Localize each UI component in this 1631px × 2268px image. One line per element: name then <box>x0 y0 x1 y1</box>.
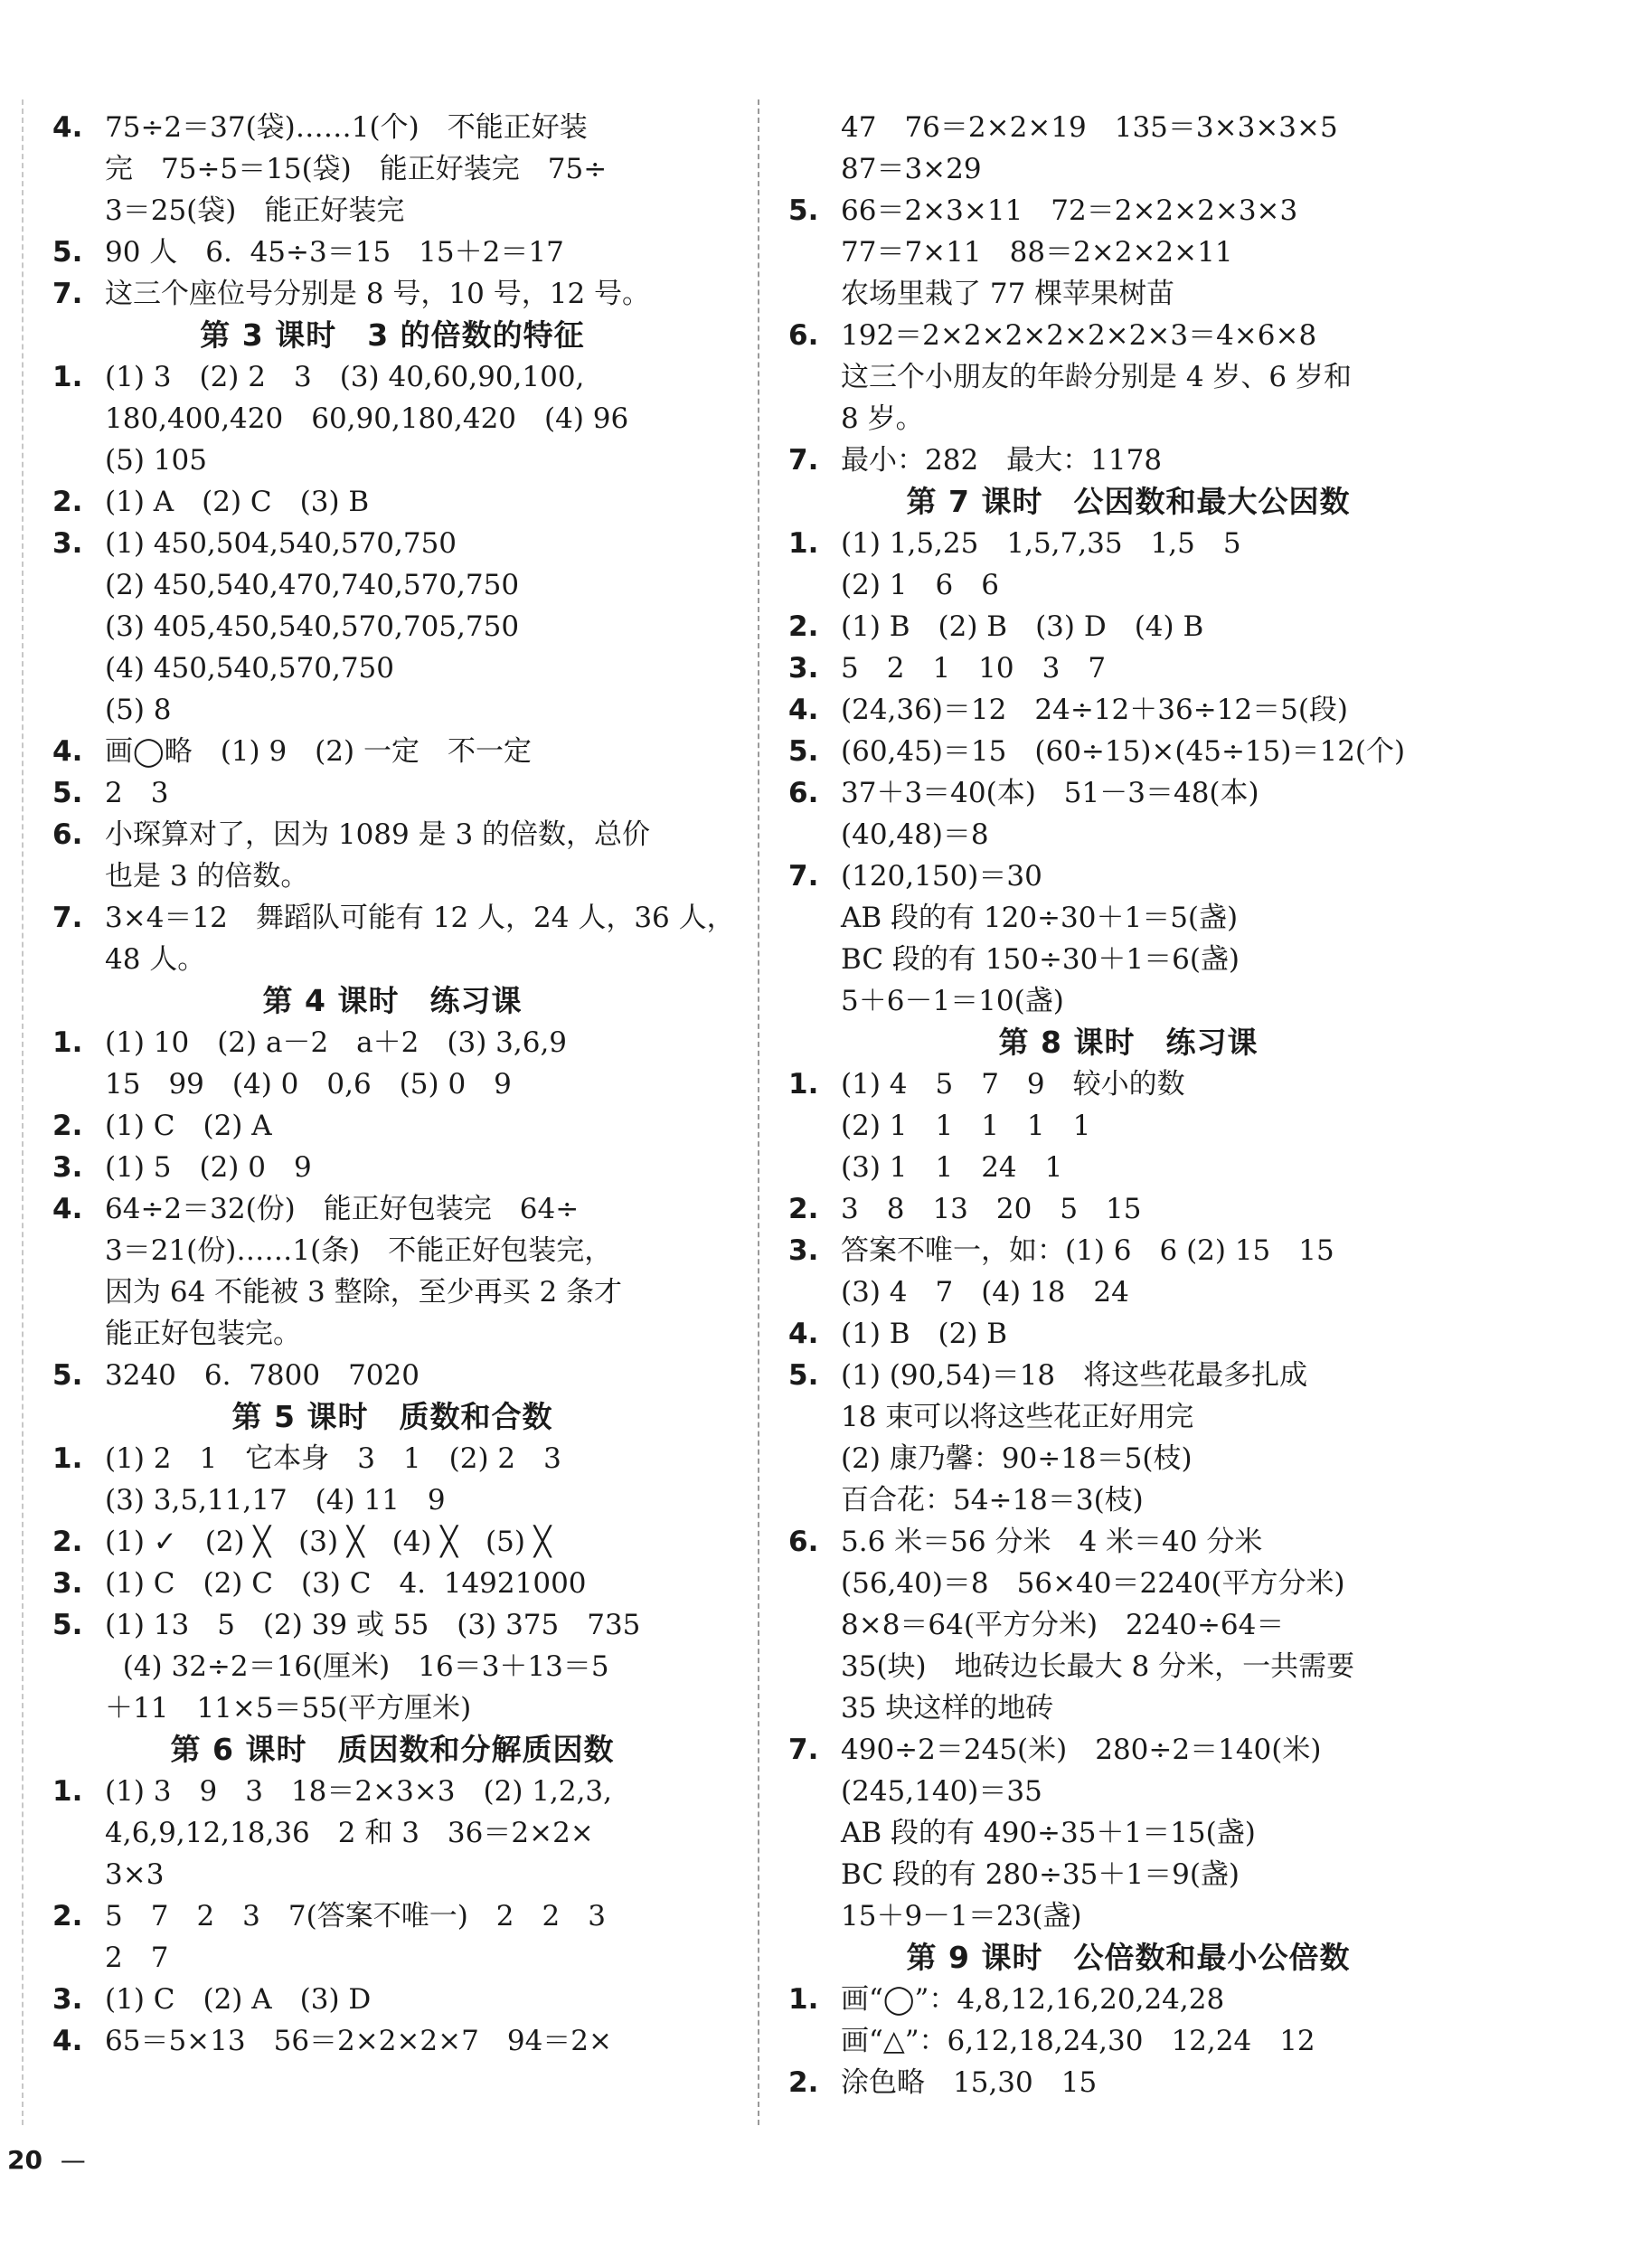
item-number <box>788 107 841 148</box>
answer-line: (2) 康乃馨：90÷18＝5(枝) <box>841 1442 1193 1475</box>
answer-line: 画“◯”：4,8,12,16,20,24,28 <box>841 1983 1225 2016</box>
answer-item <box>52 814 732 897</box>
answer-lines <box>841 1979 1468 2062</box>
item-number: 7. <box>52 902 83 934</box>
item-number: 2. <box>788 610 819 643</box>
answer-item <box>52 1604 732 1729</box>
answer-item <box>52 1895 732 1979</box>
answer-line: 完 75÷5＝15(袋) 能正好装完 75÷ <box>105 153 608 185</box>
answer-line: (5) 8 <box>105 694 172 726</box>
answer-line: 3×4＝12 舞蹈队可能有 12 人，24 人，36 人， <box>105 902 735 934</box>
answer-item <box>52 356 732 481</box>
answer-lines <box>105 107 732 232</box>
answer-lines <box>841 855 1468 1022</box>
page-footer <box>7 2145 86 2175</box>
section-heading: 第 3 课时 3 的倍数的特征 <box>200 317 585 353</box>
answer-item <box>52 1147 732 1188</box>
answer-item <box>52 897 735 980</box>
answer-item <box>788 523 1468 606</box>
answer-item <box>788 855 1468 1022</box>
answer-lines <box>841 1729 1468 1937</box>
answer-lines <box>105 273 732 315</box>
answer-item <box>52 1438 732 1521</box>
answer-line: 农场里栽了 77 棵苹果树苗 <box>841 278 1175 310</box>
answer-item <box>52 1022 732 1105</box>
section-heading: 第 4 课时 练习课 <box>262 983 523 1018</box>
item-number: 6. <box>788 1526 819 1558</box>
answer-line: (1) 4 5 7 9 较小的数 <box>841 1068 1185 1101</box>
answer-lines <box>105 1355 732 1396</box>
answer-line: (4) 32÷2＝16(厘米) 16＝3＋13＝5 <box>105 1650 609 1683</box>
answer-line: (2) 450,540,470,740,570,750 <box>105 569 520 601</box>
answer-lines <box>841 190 1468 315</box>
answer-line: (2) 1 6 6 <box>841 569 999 601</box>
answer-lines <box>841 731 1468 772</box>
answer-lines <box>841 647 1468 689</box>
answer-line: (2) 1 1 1 1 1 <box>841 1110 1091 1142</box>
item-number: 5. <box>52 236 83 269</box>
item-number: 3. <box>52 1983 83 2016</box>
answer-lines <box>105 1521 732 1563</box>
answer-item <box>788 606 1468 647</box>
answer-lines <box>105 1188 732 1355</box>
item-number: 3. <box>52 1151 83 1184</box>
answer-line: 18 束可以将这些花正好用完 <box>841 1401 1194 1433</box>
item-number: 4. <box>52 1193 83 1225</box>
answer-item <box>52 772 732 814</box>
answer-line: 35(块) 地砖边长最大 8 分米，一共需要 <box>841 1650 1355 1683</box>
answer-lines <box>841 2062 1468 2103</box>
answer-item <box>788 1313 1468 1355</box>
answer-line: (60,45)＝15 (60÷15)×(45÷15)＝12(个) <box>841 735 1406 768</box>
item-number: 2. <box>788 2066 819 2099</box>
answer-line: 这三个座位号分别是 8 号，10 号，12 号。 <box>105 278 651 310</box>
item-number: 1. <box>788 527 819 560</box>
answer-line: 15 99 (4) 0 0,6 (5) 0 9 <box>105 1068 512 1101</box>
answer-line: (1) (90,54)＝18 将这些花最多扎成 <box>841 1359 1308 1392</box>
answer-lines <box>841 1063 1468 1188</box>
answer-line: (245,140)＝35 <box>841 1775 1042 1808</box>
answer-item <box>788 2062 1468 2103</box>
answer-line: 192＝2×2×2×2×2×2×3＝4×6×8 <box>841 319 1317 352</box>
answer-lines <box>841 689 1468 731</box>
answer-line: 180,400,420 60,90,180,420 (4) 96 <box>105 402 629 435</box>
answer-line: 8×8＝64(平方分米) 2240÷64＝ <box>841 1609 1285 1641</box>
answer-line: 2 7 <box>105 1942 169 1974</box>
answer-line: 8 岁。 <box>841 402 924 435</box>
answer-lines <box>105 772 732 814</box>
answer-line: (3) 3,5,11,17 (4) 11 9 <box>105 1484 446 1517</box>
answer-line: (1) 13 5 (2) 39 或 55 (3) 375 735 <box>105 1609 641 1641</box>
answer-line: 画◯略 (1) 9 (2) 一定 不一定 <box>105 735 532 768</box>
item-number: 5. <box>52 1609 83 1641</box>
answer-line: 75÷2＝37(袋)……1(个) 不能正好装 <box>105 111 588 144</box>
answer-line: 2 3 <box>105 777 169 809</box>
answer-lines <box>841 1188 1468 1230</box>
answer-lines <box>105 523 732 731</box>
answer-line: AB 段的有 120÷30＋1＝5(盏) <box>841 902 1239 934</box>
answer-line: 87＝3×29 <box>841 153 982 185</box>
answer-line: (56,40)＝8 56×40＝2240(平方分米) <box>841 1567 1345 1600</box>
item-number: 4. <box>52 111 83 144</box>
section-heading: 第 8 课时 练习课 <box>998 1025 1259 1060</box>
answer-item <box>52 1105 732 1147</box>
section-heading: 第 9 课时 公倍数和最小公倍数 <box>906 1940 1351 1975</box>
answer-lines <box>841 1313 1468 1355</box>
answer-item <box>788 1979 1468 2062</box>
item-number: 1. <box>52 1026 83 1059</box>
item-number: 1. <box>52 1775 83 1808</box>
answer-line: (1) C (2) A <box>105 1110 272 1142</box>
answer-item <box>788 772 1468 855</box>
answer-line: 3＝21(份)……1(条) 不能正好包装完， <box>105 1234 613 1267</box>
item-number: 5. <box>788 194 819 227</box>
answer-line: 画“△”：6,12,18,24,30 12,24 12 <box>841 2025 1315 2057</box>
answer-item <box>52 1188 732 1355</box>
item-number: 3. <box>788 1234 819 1267</box>
item-number: 2. <box>52 1526 83 1558</box>
answer-line: (4) 450,540,570,750 <box>105 652 395 685</box>
answer-line: 涂色略 15,30 15 <box>841 2066 1098 2099</box>
answer-lines <box>105 897 735 980</box>
answer-lines <box>841 1521 1468 1729</box>
answer-line: (1) 3 9 3 18＝2×3×3 (2) 1,2,3, <box>105 1775 612 1808</box>
answer-line: 最小：282 最大：1178 <box>841 444 1163 477</box>
answer-lines <box>105 1771 732 1895</box>
column-divider <box>758 99 759 2125</box>
answer-line: (3) 4 7 (4) 18 24 <box>841 1276 1129 1309</box>
answer-line: (1) A (2) C (3) B <box>105 486 370 518</box>
item-number: 7. <box>788 1734 819 1766</box>
answer-lines <box>841 107 1468 190</box>
answer-lines <box>105 731 732 772</box>
item-number: 5. <box>52 777 83 809</box>
answer-line: 3240 6. 7800 7020 <box>105 1359 420 1392</box>
answer-line: (3) 405,450,540,570,705,750 <box>105 610 520 643</box>
answer-line: (1) 2 1 它本身 3 1 (2) 2 3 <box>105 1442 561 1475</box>
answer-line: 490÷2＝245(米) 280÷2＝140(米) <box>841 1734 1322 1766</box>
answer-item <box>52 731 732 772</box>
item-number: 5. <box>52 1359 83 1392</box>
item-number: 3. <box>52 1567 83 1600</box>
answer-line: (40,48)＝8 <box>841 818 989 851</box>
answer-line: 5＋6－1＝10(盏) <box>841 985 1064 1017</box>
item-number: 4. <box>52 2025 83 2057</box>
answer-item <box>788 107 1468 190</box>
answer-line: 77＝7×11 88＝2×2×2×11 <box>841 236 1233 269</box>
answer-item <box>52 1771 732 1895</box>
answer-line: 答案不唯一，如：(1) 6 6 (2) 15 15 <box>841 1234 1334 1267</box>
item-number: 2. <box>52 1900 83 1933</box>
item-number: 3. <box>788 652 819 685</box>
answer-item <box>788 1355 1468 1521</box>
answer-lines <box>105 2020 732 2062</box>
answer-line: 47 76＝2×2×19 135＝3×3×3×5 <box>841 111 1338 144</box>
answer-lines <box>105 814 732 897</box>
answer-line: 4,6,9,12,18,36 2 和 3 36＝2×2× <box>105 1817 594 1849</box>
answer-line: 35 块这样的地砖 <box>841 1692 1054 1725</box>
answer-item <box>788 1188 1468 1230</box>
answer-line: (1) 1,5,25 1,5,7,35 1,5 5 <box>841 527 1241 560</box>
item-number: 4. <box>788 694 819 726</box>
answer-line: (1) B (2) B <box>841 1318 1008 1350</box>
left-column <box>52 107 735 2062</box>
answer-item <box>788 1063 1468 1188</box>
item-number: 7. <box>788 860 819 893</box>
answer-line: 5 2 1 10 3 7 <box>841 652 1107 685</box>
answer-lines <box>105 1979 732 2020</box>
answer-lines <box>105 1438 732 1521</box>
answer-item <box>788 1729 1468 1937</box>
left-margin-rule <box>22 99 24 2125</box>
answer-lines <box>841 1355 1468 1521</box>
answer-item <box>52 481 732 523</box>
answer-item <box>788 1521 1468 1729</box>
answer-line: 64÷2＝32(份) 能正好包装完 64÷ <box>105 1193 580 1225</box>
answer-lines <box>105 481 732 523</box>
answer-item <box>788 647 1468 689</box>
item-number: 1. <box>788 1068 819 1101</box>
answer-lines <box>105 356 732 481</box>
answer-line: AB 段的有 490÷35＋1＝15(盏) <box>841 1817 1256 1849</box>
answer-lines <box>841 772 1468 855</box>
answer-line: (1) 10 (2) a－2 a＋2 (3) 3,6,9 <box>105 1026 568 1059</box>
answer-line: 3 8 13 20 5 15 <box>841 1193 1142 1225</box>
answer-line: 这三个小朋友的年龄分别是 4 岁、6 岁和 <box>841 361 1353 393</box>
answer-lines <box>841 606 1468 647</box>
answer-line: (5) 105 <box>105 444 207 477</box>
answer-item <box>788 439 1468 481</box>
answer-item <box>788 315 1468 439</box>
answer-lines <box>841 1230 1468 1313</box>
section-heading: 第 5 课时 质数和合数 <box>231 1399 553 1434</box>
answer-line: 15＋9－1＝23(盏) <box>841 1900 1082 1933</box>
answer-item <box>52 1979 732 2020</box>
answer-line: ＋11 11×5＝55(平方厘米) <box>105 1692 472 1725</box>
answer-line: 3＝25(袋) 能正好装完 <box>105 194 405 227</box>
answer-line: 65＝5×13 56＝2×2×2×7 94＝2× <box>105 2025 612 2057</box>
answer-line: (1) 450,504,540,570,750 <box>105 527 457 560</box>
answer-line: (1) B (2) B (3) D (4) B <box>841 610 1204 643</box>
answer-line: (1) ✓ (2) ╳ (3) ╳ (4) ╳ (5) ╳ <box>105 1526 552 1558</box>
item-number: 7. <box>52 278 83 310</box>
answer-line: (24,36)＝12 24÷12＋36÷12＝5(段) <box>841 694 1349 726</box>
item-number: 1. <box>788 1983 819 2016</box>
item-number: 5. <box>788 1359 819 1392</box>
item-number: 2. <box>52 486 83 518</box>
item-number: 1. <box>52 1442 83 1475</box>
answer-item <box>788 689 1468 731</box>
answer-line: 也是 3 的倍数。 <box>105 860 309 893</box>
answer-item <box>52 273 732 315</box>
item-number: 2. <box>788 1193 819 1225</box>
answer-item <box>52 523 732 731</box>
answer-line: (1) C (2) A (3) D <box>105 1983 372 2016</box>
answer-line: 48 人。 <box>105 943 206 976</box>
answer-item <box>788 190 1468 315</box>
answer-lines <box>105 232 732 273</box>
item-number: 6. <box>788 777 819 809</box>
answer-line: (1) C (2) C (3) C 4. 14921000 <box>105 1567 587 1600</box>
answer-line: 百合花：54÷18＝3(枝) <box>841 1484 1144 1517</box>
item-number: 3. <box>52 527 83 560</box>
answer-line: (3) 1 1 24 1 <box>841 1151 1063 1184</box>
answer-line: (120,150)＝30 <box>841 860 1042 893</box>
answer-line: 能正好包装完。 <box>105 1318 301 1350</box>
answer-item <box>788 731 1468 772</box>
answer-line: 90 人 6. 45÷3＝15 15＋2＝17 <box>105 236 564 269</box>
item-number: 6. <box>52 818 83 851</box>
answer-lines <box>841 523 1468 606</box>
answer-item <box>52 2020 732 2062</box>
item-number: 7. <box>788 444 819 477</box>
answer-line: BC 段的有 150÷30＋1＝6(盏) <box>841 943 1240 976</box>
answer-line: 小琛算对了，因为 1089 是 3 的倍数，总价 <box>105 818 651 851</box>
answer-item <box>52 232 732 273</box>
section-heading: 第 6 课时 质因数和分解质因数 <box>170 1732 615 1767</box>
section-heading: 第 7 课时 公因数和最大公因数 <box>906 484 1351 519</box>
answer-lines <box>105 1022 732 1105</box>
answer-item <box>52 1563 732 1604</box>
item-number: 4. <box>788 1318 819 1350</box>
answer-line: 5.6 米＝56 分米 4 米＝40 分米 <box>841 1526 1263 1558</box>
answer-line: BC 段的有 280÷35＋1＝9(盏) <box>841 1858 1240 1891</box>
answer-lines <box>105 1105 732 1147</box>
page-dash: — <box>60 2145 86 2175</box>
item-number: 2. <box>52 1110 83 1142</box>
answer-lines <box>105 1147 732 1188</box>
answer-line: 因为 64 不能被 3 整除，至少再买 2 条才 <box>105 1276 623 1309</box>
answer-lines <box>841 315 1468 439</box>
page-number: 20 <box>7 2145 42 2175</box>
answer-lines <box>105 1563 732 1604</box>
item-number: 5. <box>788 735 819 768</box>
answer-lines <box>841 439 1468 481</box>
item-number: 1. <box>52 361 83 393</box>
answer-item <box>52 1355 732 1396</box>
answer-item <box>52 107 732 232</box>
answer-line: 5 7 2 3 7(答案不唯一) 2 2 3 <box>105 1900 606 1933</box>
answer-line: (1) 3 (2) 2 3 (3) 40,60,90,100, <box>105 361 585 393</box>
answer-line: 37＋3＝40(本) 51－3＝48(本) <box>841 777 1259 809</box>
item-number: 4. <box>52 735 83 768</box>
answer-line: 66＝2×3×11 72＝2×2×2×3×3 <box>841 194 1298 227</box>
answer-line: 3×3 <box>105 1858 165 1891</box>
answer-item <box>52 1521 732 1563</box>
answer-item <box>788 1230 1468 1313</box>
answer-line: (1) 5 (2) 0 9 <box>105 1151 312 1184</box>
item-number: 6. <box>788 319 819 352</box>
right-column <box>788 107 1468 2103</box>
answer-lines <box>105 1604 732 1729</box>
answer-lines <box>105 1895 732 1979</box>
